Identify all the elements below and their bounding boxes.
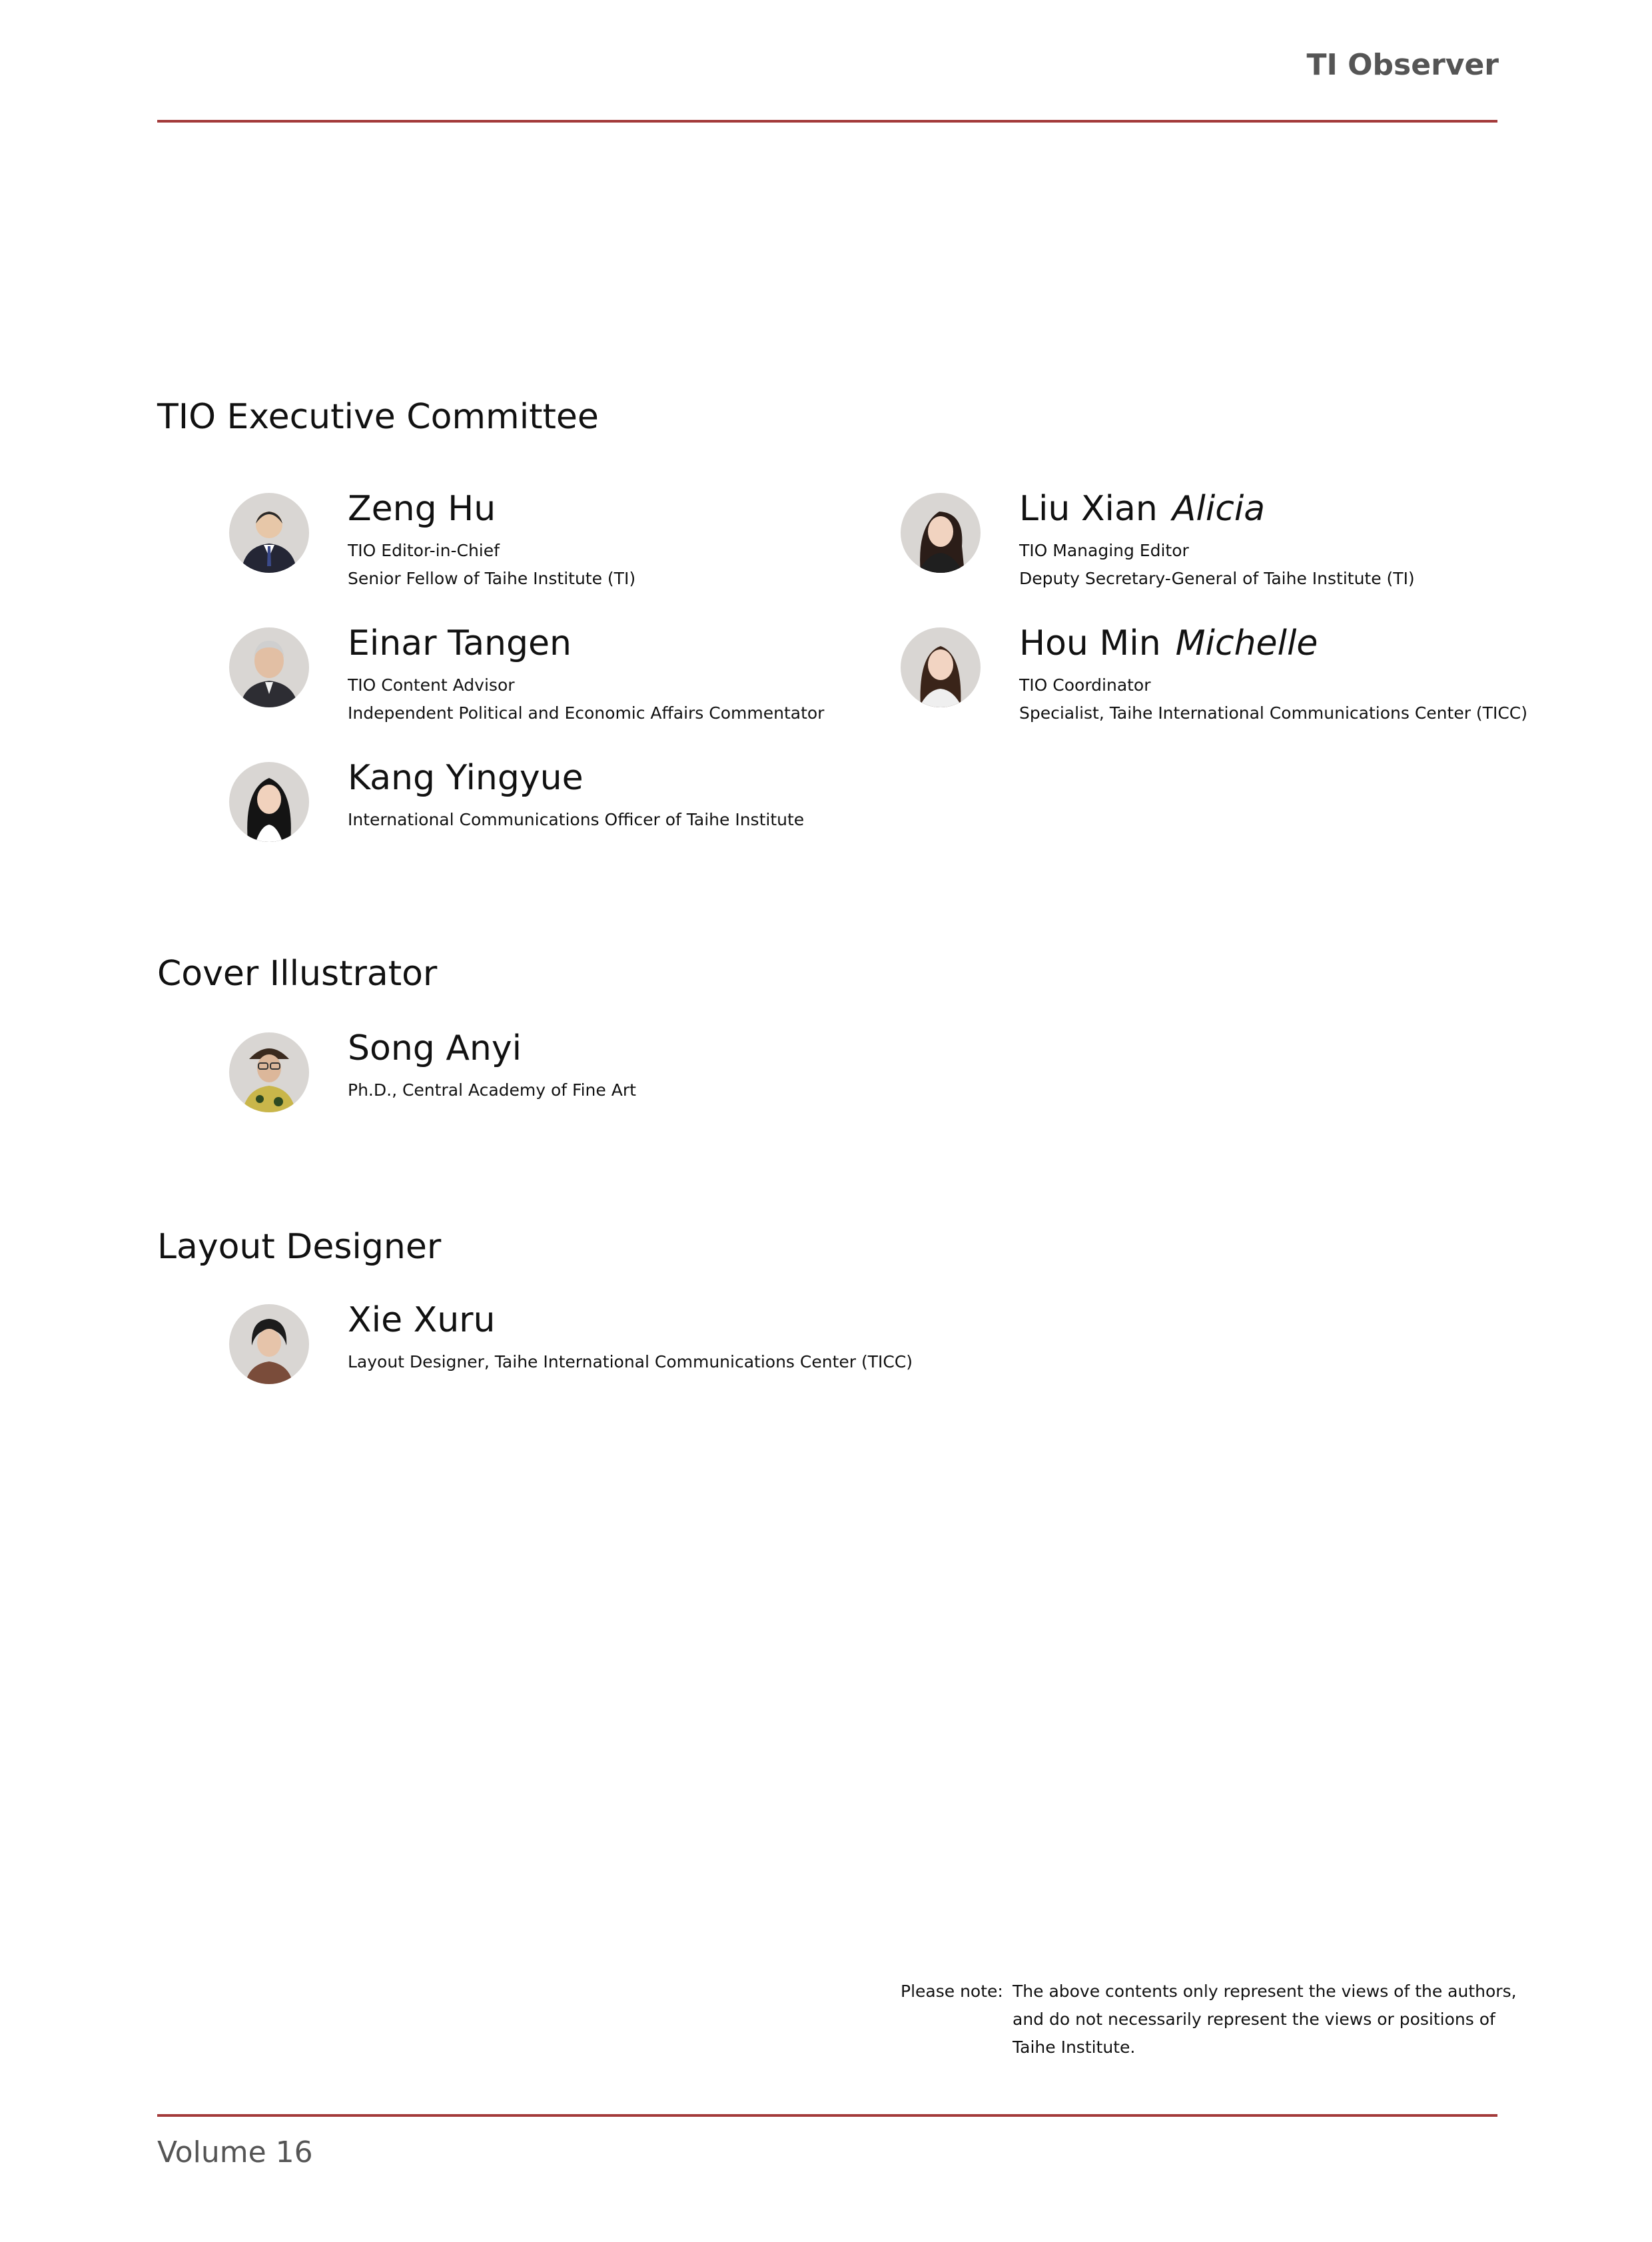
person-name: Einar Tangen bbox=[348, 623, 572, 663]
avatar bbox=[229, 762, 309, 842]
note-label: Please note: bbox=[901, 1982, 1003, 2001]
avatar bbox=[229, 1032, 309, 1112]
person-affiliation: Deputy Secretary-General of Taihe Institute (TI) bbox=[1019, 569, 1415, 588]
avatar bbox=[901, 627, 981, 707]
person-name: Zeng Hu bbox=[348, 489, 496, 529]
note-text-line: and do not necessarily represent the views or positions of bbox=[1013, 2010, 1495, 2029]
person-role: TIO Coordinator bbox=[1019, 675, 1151, 695]
person-name: Song Anyi bbox=[348, 1028, 522, 1068]
person-role: Ph.D., Central Academy of Fine Art bbox=[348, 1080, 636, 1100]
person-role: TIO Editor-in-Chief bbox=[348, 541, 500, 560]
note-text-line: Taihe Institute. bbox=[1013, 2038, 1136, 2057]
person-name: Xie Xuru bbox=[348, 1300, 496, 1340]
person-name: Liu Xian Alicia bbox=[1019, 489, 1266, 529]
header-rule bbox=[157, 120, 1497, 123]
person-affiliation: Specialist, Taihe International Communications Center (TICC) bbox=[1019, 703, 1527, 723]
person-alias: Alicia bbox=[1172, 489, 1266, 529]
person-name: Kang Yingyue bbox=[348, 758, 584, 798]
avatar bbox=[229, 627, 309, 707]
section-title-layout: Layout Designer bbox=[157, 1227, 442, 1267]
section-title-cover: Cover Illustrator bbox=[157, 954, 438, 994]
publication-title: TI Observer bbox=[1306, 48, 1499, 82]
person-name: Hou Min Michelle bbox=[1019, 623, 1318, 663]
note-text-line: The above contents only represent the views of the authors, bbox=[1013, 1982, 1517, 2001]
person-role: TIO Managing Editor bbox=[1019, 541, 1189, 560]
footer-rule bbox=[157, 2114, 1497, 2117]
avatar bbox=[901, 493, 981, 573]
avatar bbox=[229, 493, 309, 573]
person-alias: Michelle bbox=[1175, 623, 1318, 663]
person-affiliation: Independent Political and Economic Affairs Commentator bbox=[348, 703, 825, 723]
person-role: International Communications Officer of Taihe Institute bbox=[348, 810, 805, 829]
person-role: TIO Content Advisor bbox=[348, 675, 515, 695]
person-affiliation: Senior Fellow of Taihe Institute (TI) bbox=[348, 569, 636, 588]
avatar bbox=[229, 1304, 309, 1384]
volume-label: Volume 16 bbox=[157, 2135, 313, 2169]
person-role: Layout Designer, Taihe International Communications Center (TICC) bbox=[348, 1352, 913, 1371]
section-title-executive: TIO Executive Committee bbox=[157, 397, 599, 437]
